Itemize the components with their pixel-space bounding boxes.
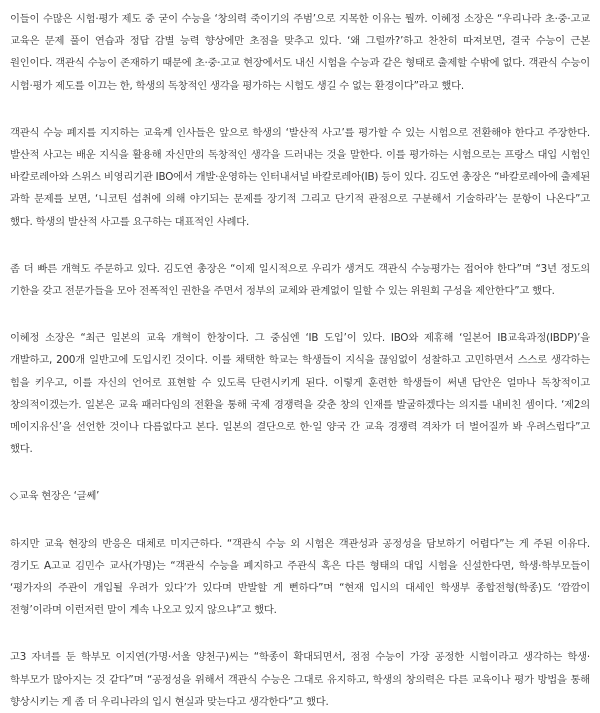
article-paragraph-1: 이들이 수많은 시험·평가 제도 중 굳이 수능을 ‘창의력 죽이기의 주범’으로 지목한 이유는 뭘까. 이혜정 소장은 “우리나라 초·중·고교 교육은 문제 풀이 연습과 정답 감별 능력 향상에만 초점을 맞추고 있다. ‘왜 그럴까?’하고 찬찬히 따져보면, 결국 수능이 근본 원인이다. 객관식 수능이 존재하기 때문에 초·중·고교 현장에서도 내신 시험을 수능과 같은 형태로 출제할 수밖에 없다. 객관식 수능이 시험·평가 제도를 이끄는 한, 학생의 독창적인 생각을 평가하는 시험도 생길 수 없는 환경이다”라고 했다. [10, 13, 590, 92]
subheading-text: 교육 현장은 ‘글쎄’ [18, 490, 100, 503]
article-paragraph-5: 하지만 교육 현장의 반응은 대체로 미지근하다. “객관식 수능 외 시험은 객관성과 공정성을 담보하기 어렵다”는 게 주된 이유다. 경기도 A고교 김민수 교사(가명)는 “객관식 수능을 폐지하고 주관식 혹은 다른 형태의 대입 시험을 신설한다면, 학생·학부모들이 ‘평가자의 주관이 개입될 우려가 있다’가 있다며 반발할 게 뻔하다”며 “현재 입시의 대세인 학생부 종합전형(학종)도 ‘깜깜이 전형’이라며 이런저런 말이 계속 나오고 있지 않으냐”고 했다. [10, 537, 590, 617]
article-paragraph-3: 좀 더 빠른 개혁도 주문하고 있다. 김도연 총장은 “이제 일시적으로 우리가 생겨도 객관식 수능평가는 접어야 한다”며 “3년 정도의 기한을 갖고 전문가들을 모아 전폭적인 권한을 주면서 정부의 교체와 관계없이 일할 수 있는 위원회 구성을 제안한다”고 했다. [10, 262, 590, 298]
section-subheading [10, 485, 590, 507]
article-paragraph-4: 이혜정 소장은 “최근 일본의 교육 개혁이 한창이다. 그 중심엔 ‘IB 도입’이 있다. IBO와 제휴해 ‘일본어 IB교육과정(IBDP)’을 개발하고, 200개 일반고에 도입시킨 것이다. 이를 채택한 학교는 학생들이 지식을 끊임없이 성찰하고 고민하면서 스스로 생각하는 힘을 키우고, 이를 자신의 언어로 표현할 수 있도록 단련시키게 된다. 이렇게 훈련한 학생들이 써낸 답안은 얼마나 독창적이고 창의적이겠는가. 일본은 교육 패러다임의 전환을 통해 국제 경쟁력을 갖춘 창의 인재를 발굴하겠다는 의지를 내비친 셈이다. ‘제2의 메이지유신’을 선언한 것이나 다름없다고 본다. 일본의 결단으로 한·일 양국 간 교육 경쟁력 격차가 더 벌어질까 봐 우려스럽다”고 했다. [10, 332, 590, 456]
article-paragraph-2: 객관식 수능 폐지를 지지하는 교육계 인사들은 앞으로 학생의 ‘발산적 사고’를 평가할 수 있는 시험으로 전환해야 한다고 주장한다. 발산적 사고는 배운 지식을 활용해 자신만의 독창적인 생각을 드러내는 것을 말한다. 이를 평가하는 시험으로는 프랑스 대입 시험인 바칼로레아와 스위스 비영리기관 IBO에서 개발·운영하는 인터내셔널 바칼로레아(IB) 등이 있다. 김도연 총장은 “바칼로레아에 출제된 과학 문제를 보면, ‘니코틴 섭취에 의해 야기되는 문제를 장기적 그리고 단기적 관점으로 구분해서 기술하라’는 문항이 나온다”고 했다. 학생의 발산적 사고를 요구하는 대표적인 사례다. [10, 126, 591, 228]
diamond-bullet-icon: ◇ [10, 490, 18, 503]
article-paragraph-6: 고3 자녀를 둔 학부모 이지연(가명·서울 양천구)씨는 “학종이 확대되면서, 점점 수능이 가장 공정한 시험이라고 생각하는 학생·학부모가 많아지는 것 같다”며 “공정성을 위해서 객관식 수능은 그대로 유지하고, 학생의 창의력은 다른 교육이나 평가 방법을 통해 향상시키는 게 좀 더 우리나라의 입시 현실과 맞는다고 생각한다”고 했다. [10, 651, 590, 708]
